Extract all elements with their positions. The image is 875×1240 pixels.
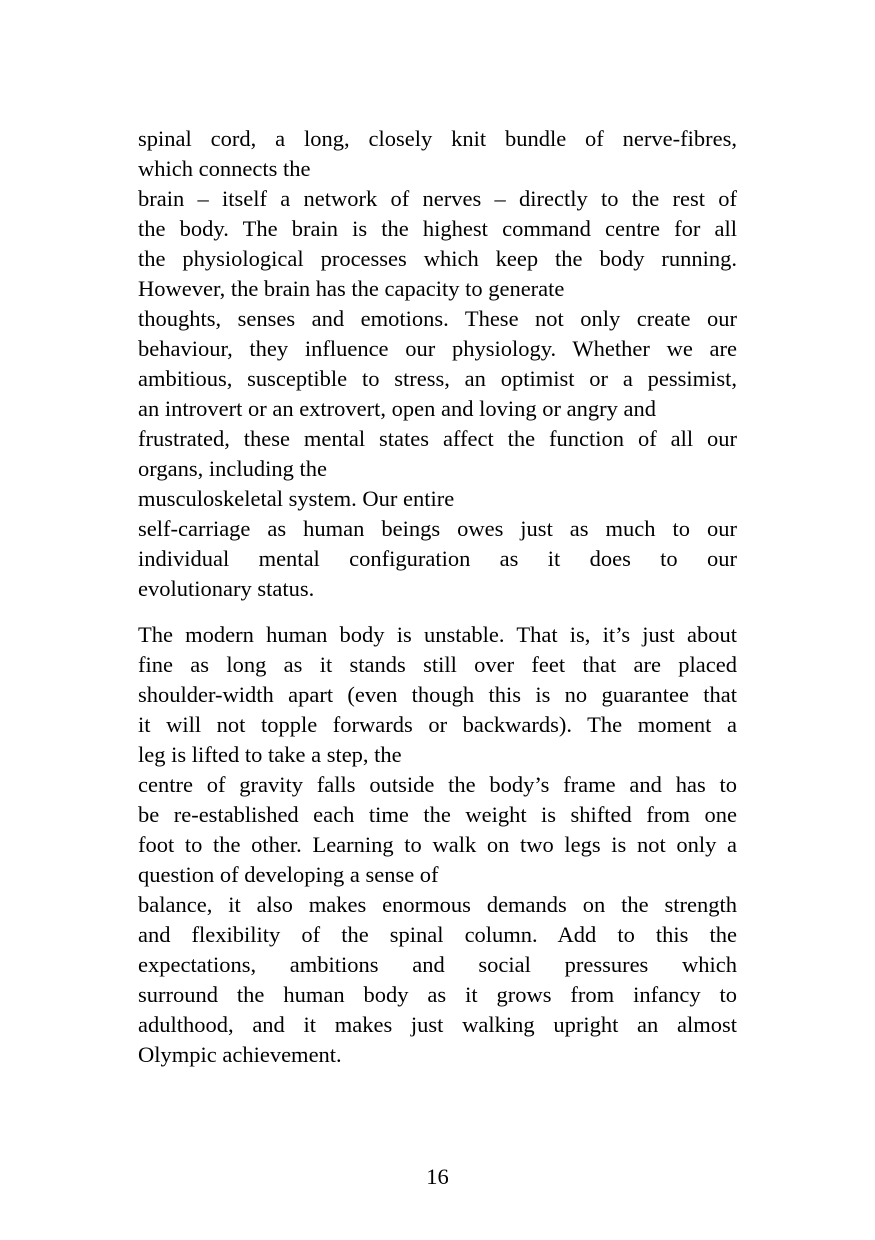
text-line: Olympic achievement. — [138, 1042, 342, 1067]
text-line: be re-established each time the weight is shifted from one — [138, 802, 737, 827]
text-line: adulthood, and it makes just walking upright an almost — [138, 1012, 737, 1037]
text-line: the body. The brain is the highest command centre for all — [138, 216, 737, 241]
text-line: fine as long as it stands still over feet that are placed — [138, 652, 737, 677]
paragraph-body-1 — [138, 124, 737, 604]
text-line: The modern human body is unstable. That is, it’s just about — [138, 622, 737, 647]
text-line: ambitious, susceptible to stress, an optimist or a pessimist, — [138, 366, 737, 391]
text-line: centre of gravity falls outside the body’s frame and has to — [138, 772, 737, 797]
text-line: surround the human body as it grows from infancy to — [138, 982, 737, 1007]
text-line: self-carriage as human beings owes just as much to our — [138, 516, 737, 541]
text-line: musculoskeletal system. Our entire — [138, 486, 455, 511]
text-line: organs, including the — [138, 456, 327, 481]
text-line: question of developing a sense of — [138, 862, 439, 887]
text-line: behaviour, they influence our physiology. Whether we are — [138, 336, 737, 361]
text-line: which connects the — [138, 156, 311, 181]
paragraph-body-2 — [138, 620, 737, 1070]
text-line: frustrated, these mental states affect the function of all our — [138, 426, 737, 451]
text-line: and flexibility of the spinal column. Add to this the — [138, 922, 737, 947]
text-line: an introvert or an extrovert, open and loving or angry and — [138, 396, 656, 421]
text-line: shoulder-width apart (even though this is no guarantee that — [138, 682, 737, 707]
page-number: 16 — [426, 1164, 449, 1189]
text-line: individual mental configuration as it does to our — [138, 546, 737, 571]
text-line: leg is lifted to take a step, the — [138, 742, 402, 767]
text-line: foot to the other. Learning to walk on two legs is not only a — [138, 832, 737, 857]
text-line: evolutionary status. — [138, 576, 315, 601]
text-line: it will not topple forwards or backwards). The moment a — [138, 712, 737, 737]
text-line: the physiological processes which keep the body running. — [138, 246, 737, 271]
text-line: expectations, ambitions and social pressures which — [138, 952, 737, 977]
text-line: thoughts, senses and emotions. These not only create our — [138, 306, 737, 331]
text-line: brain – itself a network of nerves – directly to the rest of — [138, 186, 737, 211]
text-line: However, the brain has the capacity to generate — [138, 276, 565, 301]
text-line: spinal cord, a long, closely knit bundle of nerve-fibres, — [138, 126, 737, 151]
text-line: balance, it also makes enormous demands on the strength — [138, 892, 737, 917]
